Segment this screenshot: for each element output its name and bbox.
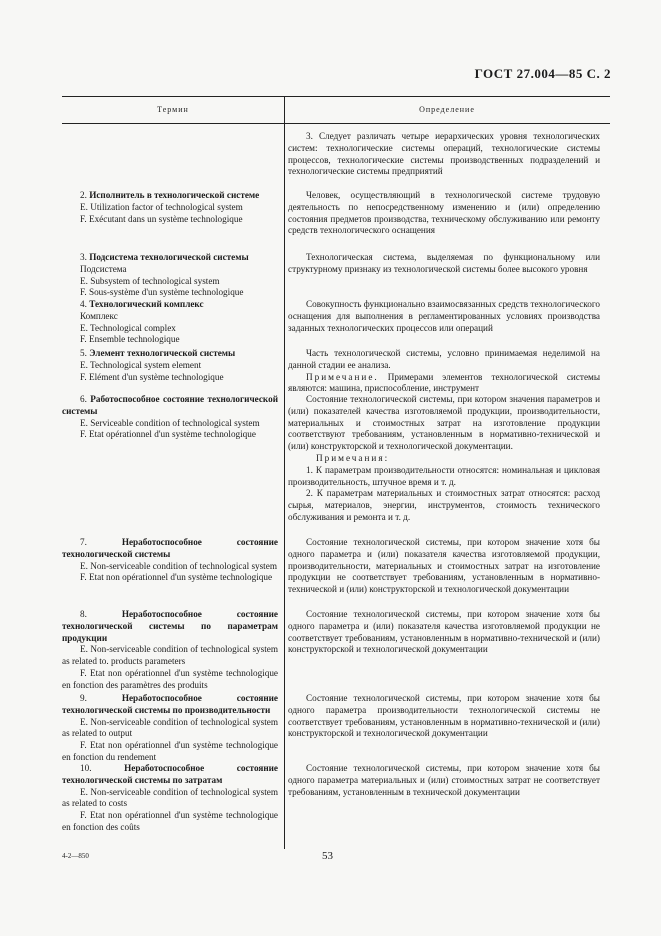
- definition-7: Состояние технологической системы, при котором значение хотя бы одного параметра и (или) показателя качества изготовляемой продукции, производительности, материальных и стоимостных затрат на изготовление продукции не соответствует требованиям, установленным в нормативно-технической и (или) конструкторской и технологической документации: [288, 537, 600, 595]
- term-french: F. Ensemble technologique: [80, 334, 180, 345]
- term-7: 7. Неработоспособное состояние технологической системы E. Non-serviceable condition of technological system F. Etat non opérationnel d'un système technologique: [62, 537, 279, 583]
- definition-2: Человек, осуществляющий в технологической системе трудовую деятельность по непосредственному изменению и (или) определению состояния предметов производства, техническому обслуживанию или ремонту средств технологического оснащения: [288, 190, 600, 236]
- term-english: E. Non-serviceable condition of technological system as related to costs: [62, 786, 278, 809]
- term-english: E. Subsystem of technological system: [80, 275, 220, 286]
- page-header: ГОСТ 27.004—85 С. 2: [474, 66, 611, 81]
- term-english: E. Non-serviceable condition of technological system: [80, 560, 277, 571]
- definition-10: Состояние технологической системы, при котором значение хотя бы одного параметра материальных и (или) стоимостных затрат не соответствует требованиям, установленным в технической документации: [288, 763, 600, 797]
- definition-5: Часть технологической системы, условно принимаемая неделимой на данной стадии ее анализа. Примечание. Примерами элементов технологической системы являются: машина, приспособление, инструмент: [288, 348, 601, 394]
- note-2: 2. К параметрам материальных и стоимостных затрат относятся: расход сырья, материалов, энергии, инструментов, стоимость технического обслуживания и ремонта и т. д.: [288, 488, 600, 522]
- term-title: Неработоспособное состояние технологической системы по параметрам продукции: [62, 609, 279, 643]
- note-1: 1. К параметрам производительности относятся: номинальная и цикловая производительность, штучное время и т. д.: [288, 464, 600, 487]
- header-divider: [62, 123, 610, 124]
- term-title: Технологический комплекс: [89, 299, 204, 309]
- print-code: 4-2—850: [62, 852, 89, 860]
- term-title: Элемент технологической системы: [89, 348, 236, 358]
- column-header-term: Термин: [157, 105, 189, 114]
- term-title: Неработоспособное состояние технологической системы по затратам: [62, 763, 279, 785]
- term-6: 6. Работоспособное состояние технологической системы E. Serviceable condition of technological system F. Etat opérationnel d'un système technologique: [62, 394, 278, 440]
- definition-6: Состояние технологической системы, при котором значения параметров и (или) показателей качества изготовляемой продукции, производительности, материальных и стоимостных затрат на изготовление продукции соответствуют требованиям, установленным в нормативно-технической и (или) конструкторской и технологической документации. Примечания: 1. К параметрам производительности относятся: номинальная и цикловая производительность, штучное время и т. д. 2. К параметрам материальных и стоимостных затрат относятся: расход сырья, материалов, энергии, инструментов, стоимость технического обслуживания и ремонта и т. д.: [288, 394, 600, 522]
- term-5: 5. Элемент технологической системы E. Technological system element F. Elément d'un système technologique: [62, 348, 278, 383]
- term-10: 10. Неработоспособное состояние технологической системы по затратам E. Non-serviceable condition of technological system as related to costs F. Etat non opérationnel d'un système technologique en fonction des coûts: [62, 763, 279, 832]
- term-french: F. Etat non opérationnel d'un système technologique: [80, 572, 273, 583]
- terms-table: [62, 96, 610, 849]
- term-french: F. Etat non opérationnel d'un système technologique en fonction du rendement: [62, 740, 278, 762]
- term-french: F. Etat opérationnel d'un système technologique: [80, 429, 256, 440]
- term-french: F. Exécutant dans un système technologique: [80, 213, 243, 224]
- definition-3: Технологическая система, выделяемая по функциональному или структурному признаку из технологической системы более высокого уровня: [288, 252, 600, 274]
- term-english: E. Technological system element: [80, 359, 202, 370]
- term-synonym: Комплекс: [80, 310, 118, 321]
- term-title: Исполнитель в технологической системе: [89, 190, 260, 200]
- notes-label: Примечания:: [316, 452, 390, 463]
- term-4: 4. Технологический комплекс Комплекс E. Technological complex F. Ensemble technologique: [62, 299, 278, 346]
- term-english: E. Utilization factor of technological system: [80, 201, 243, 212]
- term-french: F. Sous-système d'un système technologique: [80, 287, 244, 298]
- term-9: 9. Неработоспособное состояние технологической системы по производительности E. Non-serviceable condition of technological system as related to output F. Etat non opérationnel d'un système technologique en fonction du rendement: [62, 693, 279, 762]
- definition-9: Состояние технологической системы, при котором значение хотя бы одного параметра производительности технологической системы не соответствует требованиям, установленным в нормативно-технической и (или) конструкторской и технологической документации: [288, 693, 600, 739]
- term-english: E. Non-serviceable condition of technological system as related to. products parameters: [62, 644, 278, 667]
- definition-8: Состояние технологической системы, при котором значение хотя бы одного параметра и (или) показателя качества изготовляемой продукции не соответствует требованиям, установленным в нормативно-технической и (или) конструкторской и технологической документации: [288, 609, 600, 655]
- column-header-definition: Определение: [419, 105, 475, 114]
- term-title: Подсистема технологической системы: [89, 252, 249, 262]
- term-3: 3. Подсистема технологической системы Подсистема E. Subsystem of technological system F. Sous-système d'un système technologique: [62, 252, 278, 299]
- note-label: Примечание.: [306, 371, 379, 382]
- term-english: E. Technological complex: [80, 322, 176, 333]
- term-8: 8. Неработоспособное состояние технологической системы по параметрам продукции E. Non-serviceable condition of technological system as related to. products parameters F. Etat non opérationnel d'un système technologique en fonction des paramètres des produits: [62, 609, 279, 690]
- page-number: 53: [322, 850, 333, 862]
- term-title: Неработоспособное состояние технологической системы по производительности: [62, 693, 279, 715]
- term-english: E. Non-serviceable condition of technological system as related to output: [62, 716, 278, 739]
- term-english: E. Serviceable condition of technological system: [80, 417, 260, 428]
- term-french: F. Elément d'un système technologique: [80, 371, 224, 382]
- term-synonym: Подсистема: [80, 263, 127, 274]
- term-title: Работоспособное состояние технологической системы: [62, 394, 278, 416]
- term-title: Неработоспособное состояние технологической системы: [62, 537, 279, 559]
- term-2: 2. Исполнитель в технологической системе E. Utilization factor of technological system F. Exécutant dans un système technologique: [62, 190, 278, 225]
- term-french: F. Etat non opérationnel d'un système technologique en fonction des paramètres des produits: [62, 667, 278, 690]
- column-divider: [284, 97, 285, 849]
- definition-4: Совокупность функционально взаимосвязанных средств технологического оснащения для выполнения в регламентированных условиях производства заданных технологических процессов или операций: [288, 299, 600, 333]
- term-french: F. Etat non opérationnel d'un système technologique en fonction des coûts: [62, 810, 278, 832]
- definition-note-3: 3. Следует различать четыре иерархических уровня технологических систем: технологические системы операций, технологические системы процессов, технологические системы производственных подразделений и технологические системы предприятий: [288, 131, 600, 177]
